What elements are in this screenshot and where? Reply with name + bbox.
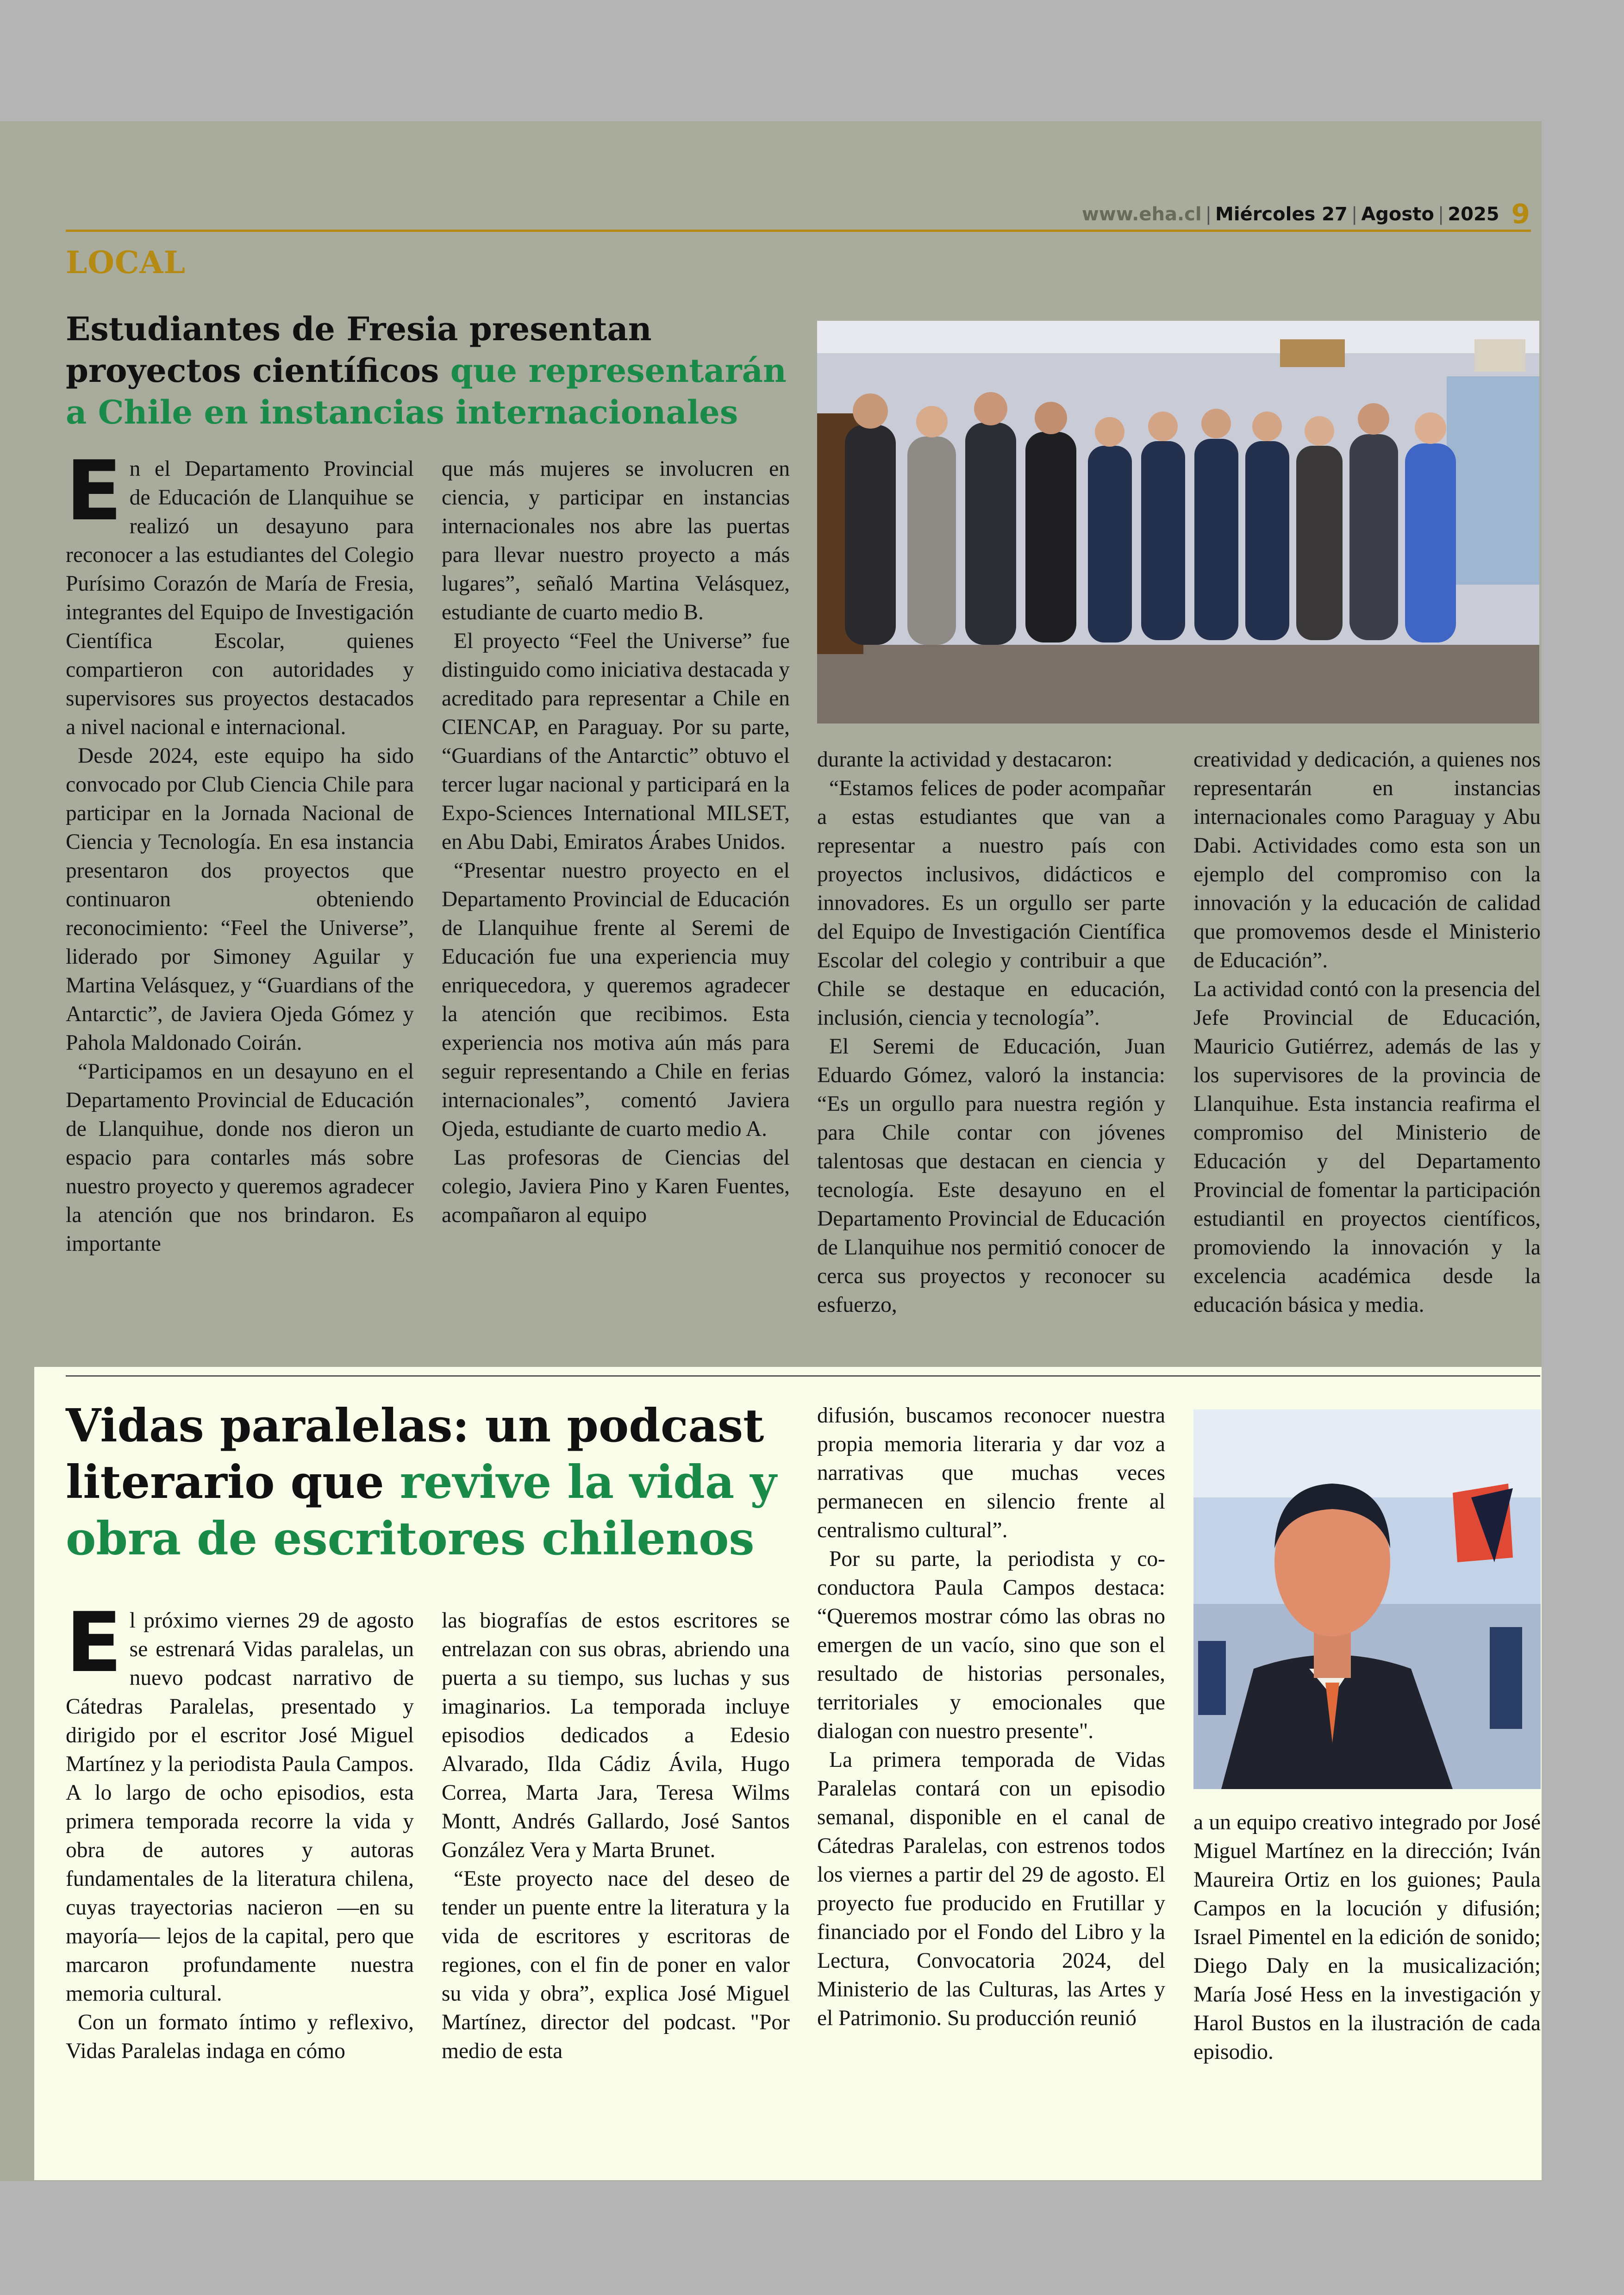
article2-dropcap: E: [66, 1595, 122, 1690]
article2-column-2: [442, 1606, 790, 2065]
article1-c3-p2: “Estamos felices de poder acompañar a estas estudiantes que van a representar a nuestro país con proyectos inclusivos, didácticos e innovadores. Es un orgullo ser parte del Equipo de Investigación Científica Escolar del colegio y contribuir a que Chile se destaque en educación, inclusión, ciencia y tecnología”.: [817, 776, 1165, 1030]
article1-c3-p1: durante la actividad y destacaron:: [817, 748, 1113, 772]
article2-column-1: [66, 1595, 414, 2065]
article1-c2-p1: que más mujeres se involucren en ciencia, y participar en instancias internacionales nos abre las puertas para llevar nuestro proyecto a más lugares”, señaló Martina Velásquez, estudiante de cuarto medio B.: [442, 457, 790, 624]
article1-c4-p2: La actividad contó con la presencia del Jefe Provincial de Educación, Mauricio Gutiérrez, además de las y los supervisores de la provincia de Llanquihue. Esta instancia reafirma el compromiso del Ministerio de Educación y del Departamento Provincial de fomentar la participación estudiantil en proyectos científicos, promoviendo la innovación y la excelencia académica desde la educación básica y media.: [1193, 977, 1541, 1317]
article1-c1-p1: n el Departamento Provincial de Educación de Llanquihue se realizó un desayuno para reconocer a las estudiantes del Colegio Purísimo Corazón de María de Fresia, integrantes del Equipo de Investigación Científica Escolar, quienes compartieron con autoridades y supervisores sus proyectos destacados a nivel nacional e internacional.: [66, 457, 414, 739]
article1-headline: [66, 308, 806, 433]
article2-c1-p1: l próximo viernes 29 de agosto se estrenará Vidas paralelas, un nuevo podcast narrativo de Cátedras Paralelas, presentado y dirigido por el escritor José Miguel Martínez y la periodista Paula Campos. A lo largo de ocho episodios, esta primera temporada recorre la vida y obra de autores y autoras fundamentales de la literatura chilena, cuyas trayectorias nacieron —en su mayoría— lejos de la capital, pero que marcaron profundamente nuestra memoria cultural.: [66, 1609, 414, 2006]
article1-column-3: [817, 745, 1165, 1319]
article2-c2-p1: las biografías de estos escritores se entrelazan con sus obras, abriendo una puerta a su tiempo, sus luchas y sus imaginarios. La temporada incluye episodios dedicados a Edesio Alvarado, Ilda Cádiz Ávila, Hugo Correa, Marta Jara, Teresa Wilms Montt, Andrés Gallardo, José Santos González Vera y Marta Brunet.: [442, 1609, 790, 1862]
article1-c1-p2: Desde 2024, este equipo ha sido convocado por Club Ciencia Chile para participar en la Jornada Nacional de Ciencia y Tecnología. En esa instancia presentaron dos proyectos que continuaron obteniendo reconocimiento: “Feel the Universe”, liderado por Simoney Aguilar y Martina Velásquez, y “Guardians of the Antarctic”, de Javiera Ojeda Gómez y Pahola Maldonado Coirán.: [66, 744, 414, 1055]
writer-illustration: [1193, 1409, 1541, 1789]
article2-c1-p2: Con un formato íntimo y reflexivo, Vidas Paralelas indaga en cómo: [66, 2010, 414, 2063]
article2-c3-p2: Por su parte, la periodista y co-conductora Paula Campos destaca: “Queremos mostrar cómo las obras no emergen de un vacío, sino que son el resultado de historias personales, territoriales y emocionales que dialogan con nuestro presente".: [817, 1547, 1165, 1743]
article-divider: [66, 1375, 1540, 1377]
article2-c3-p1: difusión, buscamos reconocer nuestra propia memoria literaria y dar voz a narrativas que muchas veces permanecen en silencio frente al centralismo cultural”.: [817, 1403, 1165, 1542]
article2-headline: [66, 1398, 806, 1567]
article1-c2-p3: “Presentar nuestro proyecto en el Departamento Provincial de Educación de Llanquihue frente al Seremi de Educación fue una experiencia muy enriquecedora, y queremos agradecer la atención que recibimos. Esta experiencia nos motiva aún más para seguir representando a Chile en ferias internacionales”, comentó Javiera Ojeda, estudiante de cuarto medio A.: [442, 859, 790, 1141]
header-date-month: Agosto: [1361, 204, 1434, 225]
article1-c2-p4: Las profesoras de Ciencias del colegio, Javiera Pino y Karen Fuentes, acompañaron al equipo: [442, 1146, 790, 1227]
article2-c3-p3: La primera temporada de Vidas Paralelas contará con un episodio semanal, disponible en el canal de Cátedras Paralelas, con estrenos todos los viernes a partir del 29 de agosto. El proyecto fue producido en Frutillar y financiado por el Fondo del Libro y la Lectura, Convocatoria 2024, del Ministerio de las Culturas, las Artes y el Patrimonio. Su producción reunió: [817, 1748, 1165, 2030]
article1-group-photo: [817, 321, 1539, 723]
website-link[interactable]: www.eha.cl: [1081, 204, 1202, 225]
page-number: 9: [1511, 198, 1530, 230]
article1-dropcap: E: [66, 443, 122, 539]
article2-headline-green: revive la vida y obra de escritores chilenos: [66, 1456, 777, 1565]
article2-headline-black: Vidas paralelas: un podcast literario que: [66, 1399, 764, 1509]
article1-column-2: [442, 455, 790, 1229]
article1-c4-p1: creatividad y dedicación, a quienes nos representarán en instancias internacionales como Paraguay y Abu Dabi. Actividades como esta son un ejemplo del compromiso con la innovación y la educación de calidad que promovemos desde el Ministerio de Educación”.: [1193, 748, 1541, 973]
header-date-day: Miércoles 27: [1215, 204, 1348, 225]
article1-c1-p3: “Participamos en un desayuno en el Departamento Provincial de Educación de Llanquihue, donde nos dieron un espacio para contarles más sobre nuestro proyecto y queremos agradecer la atención que nos brindaron. Es importante: [66, 1060, 414, 1256]
header-date-year: 2025: [1448, 204, 1499, 225]
page-header: www.eha.cl | Miércoles 27 | Agosto | 2025 9: [1081, 198, 1530, 230]
article2-c4-p1: a un equipo creativo integrado por José Miguel Martínez en la dirección; Iván Maureira Ortiz en los guiones; Paula Campos en la locución y difusión; Israel Pimentel en la edición de sonido; Diego Daly en la musicalización; María José Hess en la investigación y Harol Bustos en la ilustración de cada episodio.: [1193, 1810, 1541, 2064]
article2-column-3: [817, 1401, 1165, 2033]
article1-headline-black: Estudiantes de Fresia presentan proyectos científicos: [66, 310, 652, 390]
article2-column-4: [1193, 1808, 1541, 2066]
article1-column-1: [66, 443, 414, 1258]
article2-c2-p2: “Este proyecto nace del deseo de tender un puente entre la literatura y la vida de escritores y escritoras de regiones, con el fin de poner en valor su vida y obra”, explica José Miguel Martínez, director del podcast. "Por medio de esta: [442, 1867, 790, 2063]
article1-headline-green: que representarán a Chile en instancias internacionales: [66, 351, 787, 431]
header-divider: [66, 230, 1531, 232]
article1-column-4: [1193, 745, 1541, 1319]
article1-c3-p3: El Seremi de Educación, Juan Eduardo Gómez, valoró la instancia: “Es un orgullo para nuestra región y para Chile contar con jóvenes talentosas que destacan en ciencia y tecnología. Este desayuno en el Departamento Provincial de Educación de Llanquihue nos permitió conocer de cerca sus proyectos y reconocer su esfuerzo,: [817, 1035, 1165, 1317]
section-label: LOCAL: [66, 244, 186, 281]
article1-c2-p2: El proyecto “Feel the Universe” fue distinguido como iniciativa destacada y acreditado para representar a Chile en CIENCAP, en Paraguay. Por su parte, “Guardians of the Antarctic” obtuvo el tercer lugar nacional y participará en la Expo-Sciences International MILSET, en Abu Dabi, Emiratos Árabes Unidos.: [442, 629, 790, 854]
